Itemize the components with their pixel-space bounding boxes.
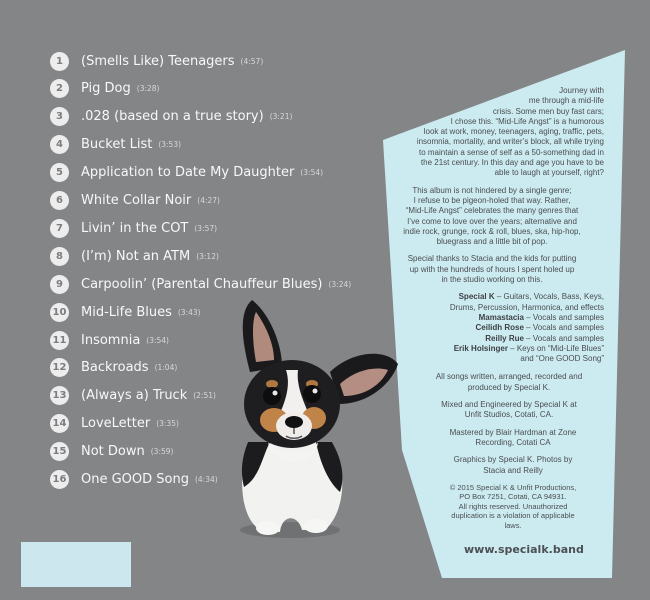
track-row [50,50,263,72]
track-duration: (3:35) [156,419,179,429]
track-row [50,106,292,128]
track-number-badge: 15 [50,442,69,461]
credit-name: Reilly Rue [485,333,524,343]
intro-paragraph [380,86,604,179]
credit-role: – Vocals and samples [523,333,604,343]
track-duration: (3:59) [150,447,174,457]
note-line: All songs written, arranged, recorded and [435,372,583,382]
note-line: PO Box 7251, Cotati, CA 94931. [459,492,567,502]
note-line: duplication is a violation of applicable [451,511,575,521]
note-line: Mastered by Blair Hardman at Zone [449,427,577,437]
track-row [50,301,201,323]
track-row [50,78,159,100]
note-line: the 21st century. In this day and age you have to be [420,158,604,168]
track-number-badge: 3 [50,107,69,126]
track-duration: (3:54) [146,335,169,345]
track-title: .028 (based on a true story) [81,109,264,125]
note-line: © 2015 Special K & Unfit Productions, [449,482,577,492]
thanks-paragraph [380,254,604,285]
note-line: I chose this. “Mid-Life Angst” is a humorous [450,116,604,126]
track-number-badge: 11 [50,331,69,350]
track-title: White Collar Noir [81,193,192,208]
note-line: able to laugh at yourself, right? [494,168,604,178]
barcode-area [21,542,131,587]
track-duration: (3:53) [158,140,182,150]
track-duration: (3:28) [136,84,160,94]
track-number-badge: 5 [50,163,69,182]
track-number-badge: 6 [50,191,69,210]
track-title: Livin’ in the COT [81,220,189,236]
note-line: “Mid-Life Angst” celebrates the many genres that [405,206,579,216]
note-line: I’ve come to love over the years; alternative and [407,216,577,226]
track-number-badge: 13 [50,386,69,405]
track-number-badge: 4 [50,135,69,154]
credit-role: – Guitars, Vocals, Bass, Keys, [494,292,604,302]
credit-role: – Vocals and samples [523,323,604,333]
credit-role: Drums, Percussion, Harmonica, and effects [449,302,604,312]
track-duration: (3:12) [196,251,219,261]
note-line: indie rock, grunge, rock & roll, blues, ska, hip-hop, [403,226,581,236]
note-line: All rights reserved. Unauthorized [458,501,568,511]
credit-name: Special K [458,292,495,302]
note-line: Unfit Studios, Cotati, CA. [464,410,554,420]
credit-name: Ceilidh Rose [475,323,524,333]
track-title: Pig Dog [81,81,131,97]
track-number-badge: 14 [50,414,69,433]
track-row [50,413,179,435]
note-line: Recording, Cotati CA [475,437,551,447]
track-number-badge: 12 [50,358,69,377]
track-duration: (3:24) [328,279,352,289]
track-row [50,385,216,407]
track-row [50,357,177,379]
track-duration: (3:43) [177,307,201,317]
track-title: LoveLetter [81,416,151,432]
track-title: Carpoolin’ (Parental Chauffeur Blues) [81,276,323,292]
track-duration: (2:51) [193,391,216,401]
dog-photo [220,292,430,542]
note-line: laws. [504,520,522,530]
website-url[interactable]: www.specialk.band [464,543,584,556]
track-number-badge: 7 [50,219,69,238]
track-number-badge: 16 [50,470,69,489]
track-duration: (3:21) [269,112,293,122]
note-line: crisis. Some men buy fast cars; [492,106,604,116]
track-title: (Smells Like) Teenagers [81,53,235,69]
track-title: Insomnia [81,332,141,348]
credit-role: – Keys on “Mid-Life Blues” [507,343,604,353]
note-line: look at work, money, teenagers, aging, traffic, pets, [423,127,604,137]
track-row [50,134,181,156]
track-number-badge: 9 [50,275,69,294]
note-line: insomnia, mortality, and writer’s block, all while trying [416,137,604,147]
credit-name: Erik Holsinger [453,343,508,353]
track-row [50,245,219,267]
note-line: to maintain a sense of self as a 50-something dad in [419,147,604,157]
note-line: me through a mid-life [528,96,604,106]
credit-role: and “One GOOD Song” [520,354,604,364]
track-duration: (1:04) [154,363,178,373]
track-number-badge: 2 [50,79,69,98]
track-duration: (4:57) [240,56,264,66]
track-row [50,190,220,212]
note-line: in the studio working on this. [441,275,543,285]
track-title: (I’m) Not an ATM [81,248,191,264]
note-line: Special thanks to Stacia and the kids for putting [407,254,577,264]
note-line: This album is not hindered by a single genre; [412,185,572,195]
credit-name: Mamastacia [478,312,524,322]
track-title: One GOOD Song [81,472,189,487]
track-title: (Always a) Truck [81,388,188,404]
note-line: Graphics by Special K. Photos by [453,455,573,465]
track-row [50,469,218,491]
track-duration: (4:27) [197,196,220,205]
track-row [50,441,173,463]
track-title: Not Down [81,444,145,460]
genre-paragraph [380,186,604,248]
track-number-badge: 10 [50,303,69,322]
track-title: Bucket List [81,137,153,153]
track-number-badge: 8 [50,247,69,266]
track-number-badge: 1 [50,52,69,71]
track-duration: (3:57) [194,223,218,233]
note-line: up with the hundreds of hours I spent holed up [409,264,575,274]
track-title: Backroads [81,360,149,376]
credit-role: – Vocals and samples [523,312,604,322]
note-line: produced by Special K. [467,382,551,392]
note-line: bluegrass and a little bit of pop. [436,237,548,247]
track-row [50,162,323,184]
track-title: Mid-Life Blues [81,304,172,320]
note-line: I refuse to be pigeon-holed that way. Rather, [413,195,571,205]
track-duration: (4:34) [194,475,218,484]
note-line: Stacia and Reilly [483,465,543,475]
note-line: Mixed and Engineered by Special K at [441,400,577,410]
track-duration: (3:54) [300,168,324,178]
note-line: Journey with [559,86,604,95]
track-row [50,329,169,351]
track-row [50,217,217,239]
track-title: Application to Date My Daughter [81,165,295,181]
